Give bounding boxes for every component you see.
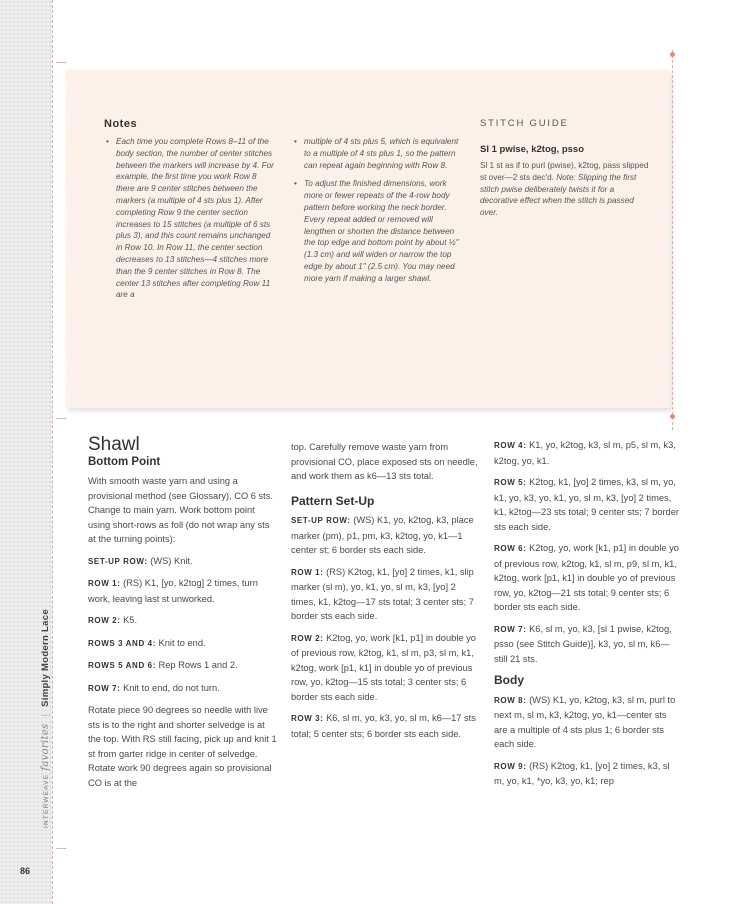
row-label: ROW 1: <box>88 579 121 588</box>
crop-mark <box>56 848 66 849</box>
brand-favorites: favorites <box>40 723 51 771</box>
notes-dashed-rule <box>672 50 673 430</box>
row-label: ROWS 5 AND 6: <box>88 661 156 670</box>
row-text: K2tog, yo, work [k1, p1] in double yo of previous row, k2tog, k1, sl m, p3, sl m, k1, k2tog, work [p1, k1] in double yo of previous row, yo, k2tog—15 sts total; 3 center sts; 6 border sts each side. <box>291 632 476 702</box>
row-label: ROW 9: <box>494 761 527 771</box>
row-label: ROW 1: <box>291 567 324 577</box>
row-instruction <box>291 631 479 705</box>
row-instruction <box>494 438 682 468</box>
notes-heading: Notes <box>104 118 138 130</box>
row-label: ROW 2: <box>88 616 121 625</box>
row-text: (WS) Knit. <box>147 555 193 566</box>
row-text: K6, sl m, yo, k3, yo, sl m, k6—17 sts total; 5 center sts; 6 border sts each side. <box>291 713 476 739</box>
row-text: Knit to end. <box>155 637 206 648</box>
row-instruction <box>291 565 479 624</box>
brand-small: INTERWEAVE <box>43 773 50 828</box>
instructions-column-1 <box>88 434 278 797</box>
stitch-guide-body <box>480 160 650 219</box>
instructions-column-2 <box>291 440 479 748</box>
row-label: ROW 2: <box>291 633 324 643</box>
page-number: 86 <box>20 866 31 876</box>
rule-end-dot <box>670 52 675 57</box>
row-text: K6, sl m, yo, k3, [sl 1 pwise, k2tog, psso (see Stitch Guide)], k3, yo, sl m, k6—still 21 sts. <box>494 623 672 664</box>
note-item: • To adjust the finished dimensions, work more or fewer repeats of the 4-row body pattern before working the neck border. Every repeat added or removed will lengthen or shorten the distance between the top edge and bottom point by about ½" (1.3 cm) and will widen or narrow the top edge by about 1" (2.5 cm). You may need more yarn if making a larger shawl. <box>294 178 466 284</box>
row-instruction <box>88 576 278 606</box>
row-instruction <box>494 622 682 667</box>
note-continued-text: multiple of 4 sts plus 5, which is equivalent to a multiple of 4 sts plus 1, so the pattern can repeat again beginning with Row 8. <box>304 137 459 170</box>
note-item-continued <box>294 136 466 171</box>
row-label: ROW 4: <box>494 441 527 450</box>
row-label: ROW 7: <box>88 683 121 693</box>
row-text: K5. <box>120 615 138 625</box>
row-instruction <box>494 541 682 615</box>
row-text: (WS) K1, yo, k2tog, k3, place marker (pm), p1, pm, k3, k2tog, yo, k1—1 center st; 6 border sts each side. <box>291 515 474 555</box>
paragraph: With smooth waste yarn and using a provisional method (see Glossary), CO 6 sts. Change to main yarn. Work bottom point using short-rows as foll (do not wrap any sts at the turning points): <box>88 476 273 544</box>
crop-mark <box>56 418 66 419</box>
header-separator: | <box>40 713 51 717</box>
row-label: ROW 8: <box>494 695 527 705</box>
row-text: (WS) K1, yo, k2tog, k3, sl m, purl to next m, sl m, k3, k2tog, yo, k1—center sts are a multiple of 4 sts plus 1; 6 border sts each side. <box>494 694 676 749</box>
row-instruction <box>494 693 682 752</box>
sidebar-dashed-rule <box>52 0 53 904</box>
row-text: (RS) K2tog, k1, [yo] 2 times, k1, slip marker (sl m), yo, k1, yo, sl m, k3, [yo] 2 times, k1, k2tog—17 sts total; 3 center sts; 7 border sts each side. <box>291 566 474 621</box>
section-title: Shawl <box>88 434 140 455</box>
row-instruction <box>88 681 278 697</box>
running-header <box>40 609 51 828</box>
row-instruction <box>494 475 682 534</box>
row-instruction <box>88 554 278 570</box>
row-text: (RS) K1, [yo, k2tog] 2 times, turn work, leaving last st unworked. <box>88 578 258 604</box>
row-label: SET-UP ROW: <box>291 516 351 525</box>
row-text: Knit to end, do not turn. <box>120 682 220 693</box>
row-text: K1, yo, k2tog, k3, sl m, p5, sl m, k3, k2tog, yo, k1. <box>494 440 676 466</box>
paragraph: top. Carefully remove waste yarn from provisional CO, place exposed sts on needle, and work them as k6—13 sts total. <box>291 442 478 481</box>
notes-column-2 <box>294 136 466 292</box>
stitch-guide-subheading: Sl 1 pwise, k2tog, psso <box>480 144 585 155</box>
row-instruction <box>291 513 479 558</box>
notes-column-1 <box>106 136 276 308</box>
row-instruction <box>88 658 278 674</box>
row-text: (RS) K2tog, k1, [yo] 2 times, k3, sl m, yo, k1, *yo, k3, yo, k1; rep <box>494 760 670 786</box>
row-label: ROW 7: <box>494 624 527 634</box>
row-text: Rep Rows 1 and 2. <box>155 660 238 670</box>
stitch-guide-text: Sl 1 st as if to purl (pwise), k2tog, pass slipped st over—2 sts dec'd. <box>480 161 649 182</box>
instructions-column-3 <box>494 438 682 796</box>
row-instruction <box>88 636 278 652</box>
book-title: Simply Modern Lace <box>40 609 51 707</box>
row-instruction <box>494 759 682 789</box>
row-instruction <box>291 711 479 741</box>
stitch-guide-heading: STITCH GUIDE <box>480 118 569 129</box>
row-label: SET-UP ROW: <box>88 556 148 566</box>
rule-end-dot <box>670 414 675 419</box>
row-label: ROW 6: <box>494 544 527 553</box>
section-subtitle: Bottom Point <box>88 455 161 468</box>
paragraph: Rotate piece 90 degrees so needle with live sts is to the right and shorter selvedge is at the top. With RS still facing, pick up and knit 1 st from garter ridge in center of selvedge. Rotate work 90 degrees again so provisional CO is at the <box>88 705 277 788</box>
row-text: K2tog, k1, [yo] 2 times, k3, sl m, yo, k1, yo, k3, yo, k1, yo, sl m, k3, [yo] 2 times, k1, k2tog—23 sts total; 9 center sts; 7 border sts each side. <box>494 477 679 532</box>
row-instruction <box>88 613 278 629</box>
crop-mark <box>56 62 66 63</box>
section-subtitle: Body <box>494 673 524 687</box>
note-item: • Each time you complete Rows 8–11 of the body section, the number of center stitches between the markers will increase by 4. For example, the first time you work Row 8 there are 9 center stitches between the markers (a multiple of 4 sts plus 1). After completing Row 9 the center section increases to 15 stitches (a multiple of 6 sts plus 3), and this count remains unchanged in Row 10. In Row 11, the center section decreases to 13 stitches—4 stitches more than the 9 center stitches in Row 8. The center 13 stitches after completing Row 11 are a <box>106 136 276 301</box>
stitch-guide-note: Note: Slipping the first stitch pwise deliberately twists it for a decorative effect when the stitch is passed over. <box>480 172 637 218</box>
row-label: ROW 3: <box>291 714 324 723</box>
section-subtitle: Pattern Set-Up <box>291 493 375 508</box>
row-label: ROWS 3 AND 4: <box>88 638 156 648</box>
row-text: K2tog, yo, work [k1, p1] in double yo of previous row, k2tog, k1, sl m, p9, sl m, k1, k2tog, work [p1, k1] in double yo of previous row, yo, k2tog—21 sts total; 9 center sts; 6 border sts each side. <box>494 543 679 612</box>
row-label: ROW 5: <box>494 478 527 487</box>
